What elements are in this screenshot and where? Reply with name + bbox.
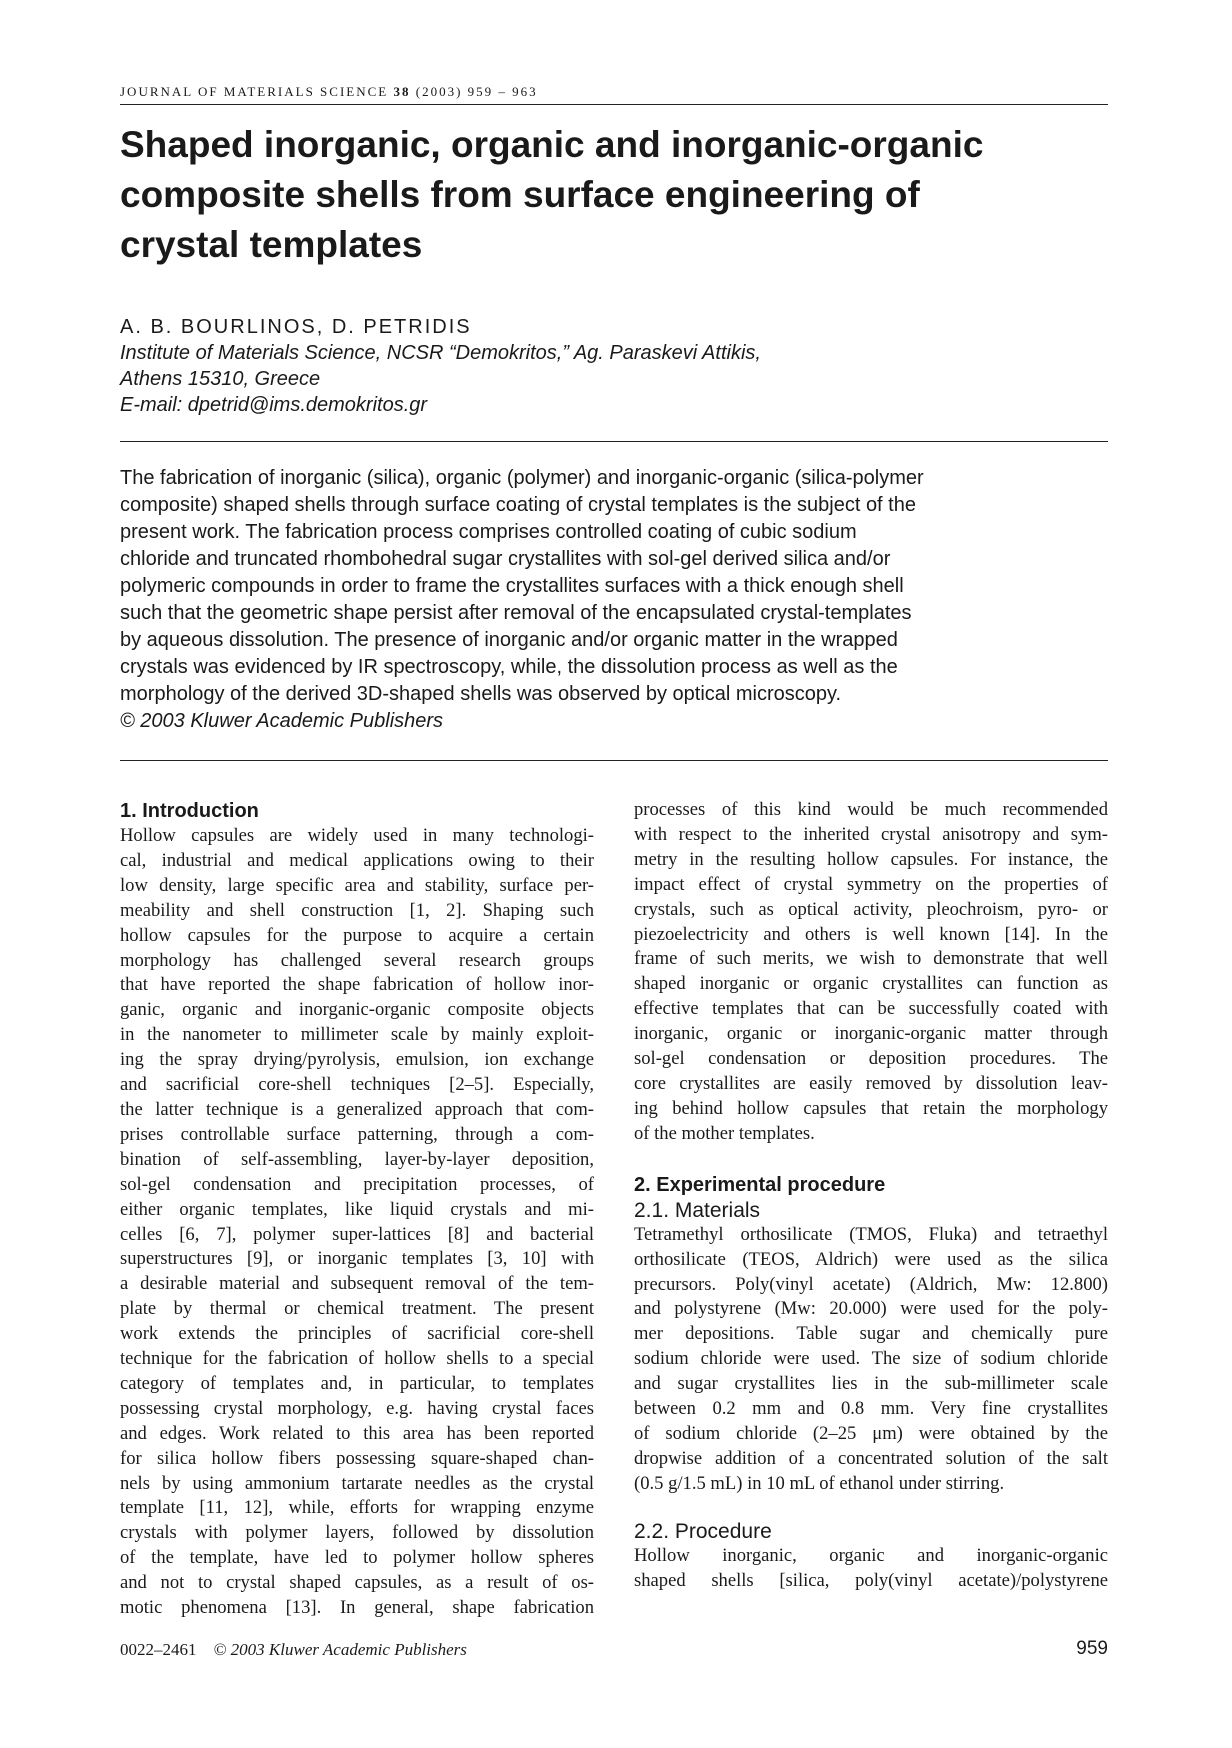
footer-issn-copyright <box>120 1640 467 1660</box>
text-line: nels by using ammonium tartarate needles as the crystal <box>120 1472 594 1494</box>
introduction-continued <box>634 798 1108 1147</box>
abstract-line: such that the geometric shape persist after removal of the encapsulated crystal-templates <box>120 602 912 624</box>
affiliation-line: Institute of Materials Science, NCSR “Demokritos,” Ag. Paraskevi Attikis, <box>120 342 761 364</box>
abstract-top-rule <box>120 441 1108 442</box>
text-line: technique for the fabrication of hollow shells to a special <box>120 1348 594 1370</box>
text-line: sol-gel condensation and precipitation processes, of <box>120 1173 594 1195</box>
title-line: crystal templates <box>120 224 423 265</box>
text-line: hollow capsules for the purpose to acquire a certain <box>120 924 594 946</box>
section-heading-experimental: 2. Experimental procedure <box>634 1173 886 1196</box>
text-line: sodium chloride were used. The size of sodium chloride <box>634 1348 1108 1370</box>
abstract-line: crystals was evidenced by IR spectroscopy, while, the dissolution process as well as the <box>120 656 898 678</box>
text-line: impact effect of crystal symmetry on the properties of <box>634 873 1108 895</box>
section-heading-introduction: 1. Introduction <box>120 800 259 822</box>
text-line: between 0.2 mm and 0.8 mm. Very fine crystallites <box>634 1398 1108 1420</box>
left-column <box>120 798 594 1621</box>
text-line: precursors. Poly(vinyl acetate) (Aldrich, Mw: 12.800) <box>634 1273 1108 1295</box>
text-line: a desirable material and subsequent removal of the tem- <box>120 1273 594 1295</box>
abstract-line: present work. The fabrication process comprises controlled coating of cubic sodium <box>120 521 857 543</box>
text-line: (0.5 g/1.5 mL) in 10 mL of ethanol under stirring. <box>634 1472 1005 1494</box>
page-number: 959 <box>1076 1638 1108 1659</box>
text-line: inorganic, organic or inorganic-organic matter through <box>634 1023 1108 1045</box>
text-line: and polystyrene (Mw: 20.000) were used for the poly- <box>634 1298 1108 1320</box>
abstract-line: composite) shaped shells through surface coating of crystal templates is the subject of the <box>120 494 916 516</box>
text-line: cal, industrial and medical applications owing to their <box>120 849 594 871</box>
text-line: in the nanometer to millimeter scale by mainly exploit- <box>120 1024 594 1046</box>
materials-body <box>634 1223 1108 1497</box>
subsection-heading-procedure: 2.2. Procedure <box>634 1519 772 1543</box>
introduction-body <box>120 824 594 1621</box>
paper-title <box>120 120 1108 270</box>
text-line: bination of self-assembling, layer-by-layer deposition, <box>120 1148 594 1170</box>
affiliation <box>120 340 1108 418</box>
text-line: metry in the resulting hollow capsules. For instance, the <box>634 848 1108 870</box>
text-line: motic phenomena [13]. In general, shape fabrication <box>120 1597 594 1619</box>
text-line: plate by thermal or chemical treatment. The present <box>120 1298 594 1320</box>
text-line: morphology has challenged several research groups <box>120 949 594 971</box>
text-line: mer depositions. Table sugar and chemically pure <box>634 1323 1108 1345</box>
paper-page <box>120 0 1108 1748</box>
text-line: and sugar crystallites lies in the sub-millimeter scale <box>634 1373 1108 1395</box>
text-line: ing behind hollow capsules that retain the morphology <box>634 1097 1108 1119</box>
text-line: celles [6, 7], polymer super-lattices [8] and bacterial <box>120 1223 594 1245</box>
text-line: shaped shells [silica, poly(vinyl acetate)/polystyrene <box>634 1569 1108 1591</box>
title-line: Shaped inorganic, organic and inorganic-organic <box>120 124 984 165</box>
abstract-line: polymeric compounds in order to frame the crystallites surfaces with a thick enough shell <box>120 575 904 597</box>
abstract <box>120 465 1108 735</box>
issn: 0022–2461 <box>120 1640 197 1659</box>
text-line: crystals, such as optical activity, pleochroism, pyro- or <box>634 898 1108 920</box>
text-line: ing the spray drying/pyrolysis, emulsion, ion exchange <box>120 1049 594 1071</box>
text-line: and sacrificial core-shell techniques [2–5]. Especially, <box>120 1074 594 1096</box>
text-line: with respect to the inherited crystal anisotropy and sym- <box>634 823 1108 845</box>
abstract-bottom-rule <box>120 760 1108 761</box>
text-line: Tetramethyl orthosilicate (TMOS, Fluka) and tetraethyl <box>634 1223 1108 1245</box>
text-line: either organic templates, like liquid crystals and mi- <box>120 1198 594 1220</box>
text-line: superstructures [9], or inorganic templates [3, 10] with <box>120 1248 594 1270</box>
text-line: effective templates that can be successfully coated with <box>634 998 1108 1020</box>
text-line: low density, large specific area and stability, surface per- <box>120 874 594 896</box>
text-line: orthosilicate (TEOS, Aldrich) were used as the silica <box>634 1248 1108 1270</box>
footer-publisher: © 2003 Kluwer Academic Publishers <box>213 1640 467 1659</box>
text-line: and edges. Work related to this area has been reported <box>120 1422 594 1444</box>
text-line: that have reported the shape fabrication of hollow inor- <box>120 974 594 996</box>
text-line: ganic, organic and inorganic-organic composite objects <box>120 999 594 1021</box>
affiliation-line: Athens 15310, Greece <box>120 368 321 390</box>
text-line: crystals with polymer layers, followed by dissolution <box>120 1522 594 1544</box>
journal-name: JOURNAL OF MATERIALS SCIENCE <box>120 84 389 99</box>
text-line: template [11, 12], while, efforts for wrapping enzyme <box>120 1497 594 1519</box>
abstract-copyright: © 2003 Kluwer Academic Publishers <box>120 710 444 732</box>
text-line: the latter technique is a generalized approach that com- <box>120 1098 594 1120</box>
abstract-line: morphology of the derived 3D-shaped shells was observed by optical microscopy. <box>120 683 842 705</box>
right-column <box>634 798 1108 1593</box>
abstract-line: by aqueous dissolution. The presence of inorganic and/or organic matter in the wrapped <box>120 629 898 651</box>
procedure-body <box>634 1544 1108 1594</box>
subsection-heading-materials: 2.1. Materials <box>634 1198 761 1222</box>
text-line: and not to crystal shaped capsules, as a result of os- <box>120 1572 594 1594</box>
text-line: sol-gel condensation or deposition procedures. The <box>634 1048 1108 1070</box>
text-line: possessing crystal morphology, e.g. having crystal faces <box>120 1397 594 1419</box>
title-line: composite shells from surface engineering of <box>120 174 920 215</box>
text-line: for silica hollow fibers possessing square-shaped chan- <box>120 1447 594 1469</box>
abstract-line: chloride and truncated rhombohedral sugar crystallites with sol-gel derived silica and/or <box>120 548 891 570</box>
authors: A. B. BOURLINOS, D. PETRIDIS <box>120 316 472 338</box>
text-line: processes of this kind would be much recommended <box>634 799 1108 820</box>
text-line: meability and shell construction [1, 2]. Shaping such <box>120 899 594 921</box>
text-line: of sodium chloride (2–25 μm) were obtained by the <box>634 1422 1108 1444</box>
text-line: work extends the principles of sacrificial core-shell <box>120 1323 594 1345</box>
text-line: piezoelectricity and others is well known [14]. In the <box>634 923 1108 945</box>
journal-volume: 38 <box>393 84 411 99</box>
text-line: of the template, have led to polymer hollow spheres <box>120 1547 594 1569</box>
abstract-line: The fabrication of inorganic (silica), organic (polymer) and inorganic-organic (silica-polymer <box>120 467 924 489</box>
text-line: frame of such merits, we wish to demonstrate that well <box>634 948 1108 970</box>
text-line: core crystallites are easily removed by dissolution leav- <box>634 1072 1108 1094</box>
text-line: of the mother templates. <box>634 1122 815 1144</box>
text-line: Hollow inorganic, organic and inorganic-organic <box>634 1544 1108 1566</box>
text-line: shaped inorganic or organic crystallites can function as <box>634 973 1108 995</box>
running-head <box>120 84 1108 105</box>
email-line: E-mail: dpetrid@ims.demokritos.gr <box>120 394 428 416</box>
text-line: dropwise addition of a concentrated solution of the salt <box>634 1447 1108 1469</box>
text-line: prises controllable surface patterning, through a com- <box>120 1123 594 1145</box>
text-line: category of templates and, in particular, to templates <box>120 1372 594 1394</box>
journal-year-pages: (2003) 959 – 963 <box>415 84 538 99</box>
text-line: Hollow capsules are widely used in many technologi- <box>120 825 594 846</box>
